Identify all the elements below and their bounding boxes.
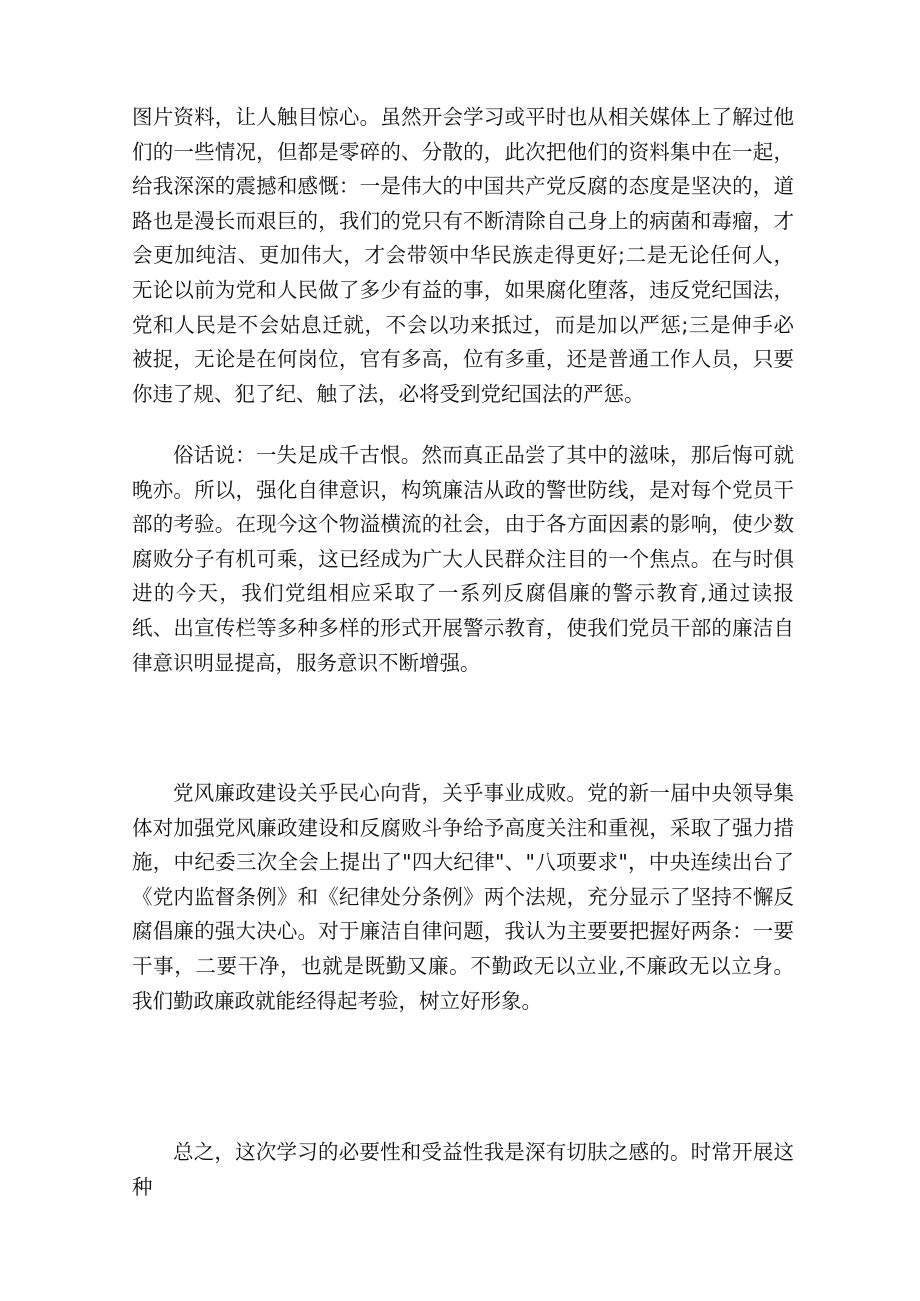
paragraph-4: 总之，这次学习的必要性和受益性我是深有切肤之感的。时常开展这种 bbox=[132, 1140, 794, 1199]
paragraph-3: 党风廉政建设关乎民心向背，关乎事业成败。党的新一届中央领导集体对加强党风廉政建设和反腐败斗争给予高度关注和重视，采取了强力措施，中纪委三次全会上提出了"四大纪律"、"八项要求"，中央连续出台了《党内监督条例》和《纪律处分条例》两个法规，充分显示了坚持不懈反腐倡廉的强大决心。对于廉洁自律问题，我认为主要要把握好两条：一要干事，二要干净，也就是既勤又廉。不勤政无以立业,不廉政无以立身。我们勤政廉政就能经得起考验，树立好形象。 bbox=[132, 781, 794, 1013]
paragraph-1: 图片资料，让人触目惊心。虽然开会学习或平时也从相关媒体上了解过他们的一些情况，但都是零碎的、分散的，此次把他们的资料集中在一起，给我深深的震撼和感慨：一是伟大的中国共产党反腐的态度是坚决的，道路也是漫长而艰巨的，我们的党只有不断清除自己身上的病菌和毒瘤，才会更加纯洁、更加伟大，才会带领中华民族走得更好;二是无论任何人，无论以前为党和人民做了多少有益的事，如果腐化堕落，违反党纪国法，党和人民是不会姑息迁就，不会以功来抵过，而是加以严惩;三是伸手必被捉，无论是在何岗位，官有多高，位有多重，还是普通工作人员，只要你违了规、犯了纪、触了法，必将受到党纪国法的严惩。 bbox=[132, 105, 794, 406]
paragraph-2: 俗话说：一失足成千古恨。然而真正品尝了其中的滋味，那后悔可就晚亦。所以，强化自律意识，构筑廉洁从政的警世防线，是对每个党员干部的考验。在现今这个物溢横流的社会，由于各方面因素的影响，使少数腐败分子有机可乘，这已经成为广大人民群众注目的一个焦点。在与时俱进的今天，我们党组相应采取了一系列反腐倡廉的警示教育,通过读报纸、出宣传栏等多种多样的形式开展警示教育，使我们党员干部的廉洁自律意识明显提高，服务意识不断增强。 bbox=[132, 443, 794, 675]
